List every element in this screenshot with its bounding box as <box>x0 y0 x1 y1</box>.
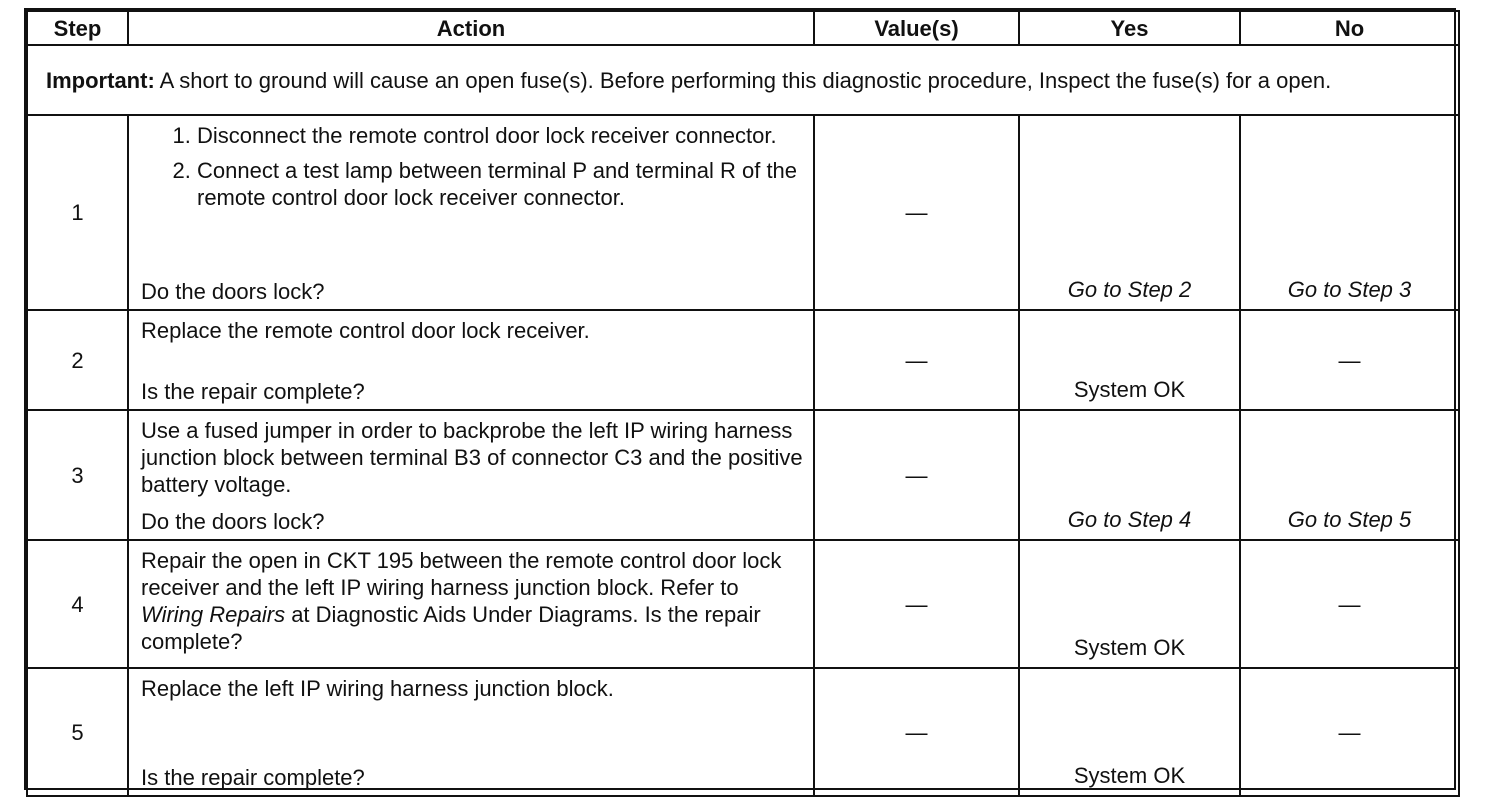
header-row <box>27 11 1459 45</box>
value-cell: — <box>814 310 1019 410</box>
table-row <box>27 410 1459 540</box>
header-action: Action <box>128 11 814 45</box>
yes-result: Go to Step 2 <box>1019 115 1240 310</box>
no-result: Go to Step 5 <box>1240 410 1459 540</box>
action-question: Do the doors lock? <box>141 509 325 534</box>
table-row <box>27 115 1459 310</box>
step-number: 3 <box>27 410 128 540</box>
value-cell: — <box>814 410 1019 540</box>
diagnostic-table <box>26 10 1460 797</box>
important-row <box>27 45 1459 115</box>
action-question: Is the repair complete? <box>141 379 365 404</box>
important-text: A short to ground will cause an open fuse(s). Before performing this diagnostic procedure, Inspect the fuse(s) for a open. <box>154 67 1332 93</box>
action-list <box>141 122 803 211</box>
no-result: — <box>1240 310 1459 410</box>
table-row <box>27 668 1459 796</box>
yes-result: System OK <box>1019 668 1240 796</box>
action-text: Repair the open in CKT 195 between the remote control door lock receiver and the left IP wiring harness junction block. Refer to <box>141 548 782 600</box>
action-question: Is the repair complete? <box>141 765 365 790</box>
important-label: Important: <box>46 67 155 93</box>
action-cell <box>128 310 814 410</box>
header-yes: Yes <box>1019 11 1240 45</box>
header-no: No <box>1240 11 1459 45</box>
action-cell <box>128 540 814 668</box>
step-number: 1 <box>27 115 128 310</box>
wiring-repairs-reference: Wiring Repairs <box>141 602 286 627</box>
table-row <box>27 310 1459 410</box>
no-result: Go to Step 3 <box>1240 115 1459 310</box>
header-step: Step <box>27 11 128 45</box>
action-question: Do the doors lock? <box>141 279 325 304</box>
value-cell: — <box>814 668 1019 796</box>
important-note <box>27 45 1459 115</box>
header-values: Value(s) <box>814 11 1019 45</box>
action-text: Replace the left IP wiring harness junction block. <box>141 676 614 701</box>
yes-result: System OK <box>1019 540 1240 668</box>
action-text: Use a fused jumper in order to backprobe the left IP wiring harness junction block between terminal B3 of connector C3 and the positive battery voltage. <box>141 418 803 497</box>
yes-result: System OK <box>1019 310 1240 410</box>
diagnostic-table-sheet <box>24 8 1456 790</box>
value-cell: — <box>814 540 1019 668</box>
action-cell <box>128 668 814 796</box>
step-number: 5 <box>27 668 128 796</box>
no-result: — <box>1240 540 1459 668</box>
action-cell <box>128 115 814 310</box>
yes-result: Go to Step 4 <box>1019 410 1240 540</box>
step-number: 2 <box>27 310 128 410</box>
action-list-item: 1. Disconnect the remote control door lock receiver connector. <box>197 122 803 149</box>
no-result: — <box>1240 668 1459 796</box>
step-number: 4 <box>27 540 128 668</box>
table-row <box>27 540 1459 668</box>
value-cell: — <box>814 115 1019 310</box>
action-cell <box>128 410 814 540</box>
action-text: Replace the remote control door lock receiver. <box>141 318 590 343</box>
action-text-continued: at Diagnostic Aids Under Diagrams. Is the repair complete? <box>141 602 761 654</box>
action-list-item: 2. Connect a test lamp between terminal P and terminal R of the remote control door lock receiver connector. <box>197 157 803 211</box>
